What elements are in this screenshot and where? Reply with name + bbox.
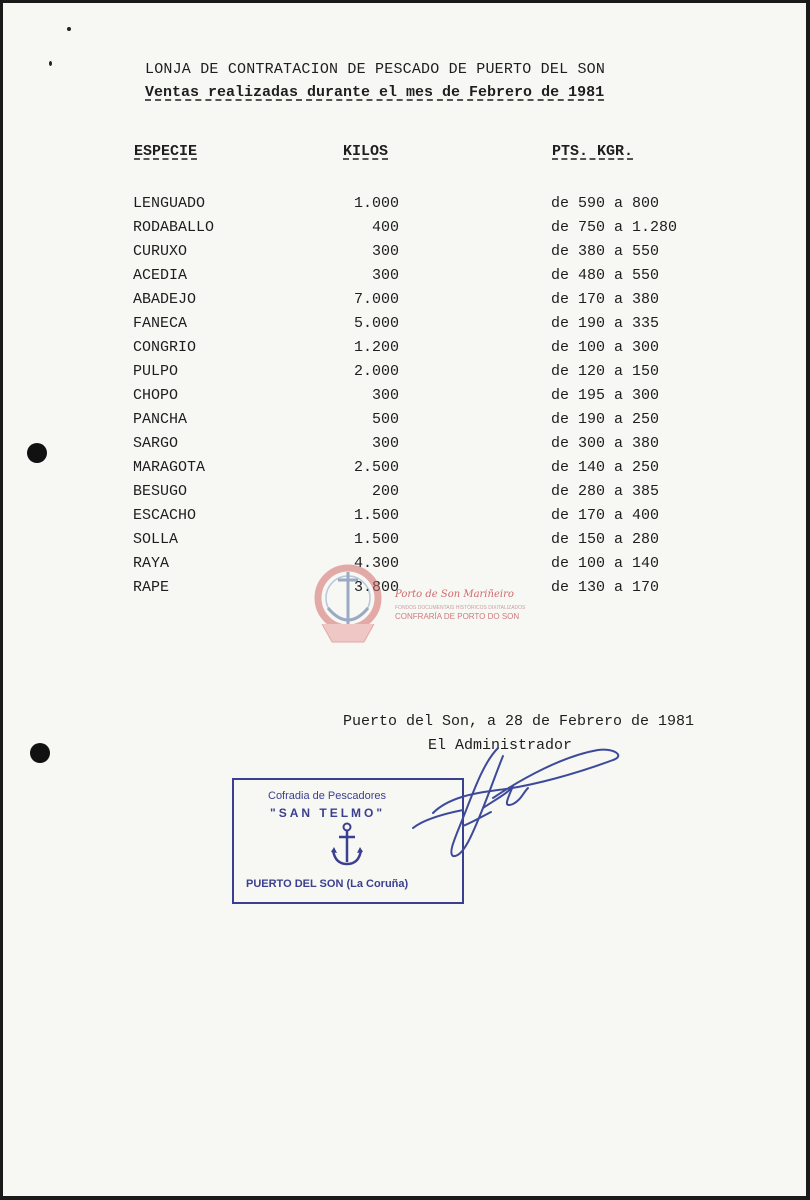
species-cell: PANCHA	[133, 411, 188, 428]
handwritten-signature	[403, 738, 633, 868]
punch-hole-bottom	[30, 743, 50, 763]
price-cell: de 195 a 300	[551, 387, 660, 404]
table-row	[3, 291, 806, 315]
kilos-cell: 1.000	[353, 195, 399, 212]
kilos-cell: 400	[371, 219, 399, 236]
watermark-subtitle: FONDOS DOCUMENTAIS HISTÓRICOS DIXITALIZADOS	[395, 605, 526, 611]
species-cell: MARAGOTA	[133, 459, 206, 476]
stamp-line-3: PUERTO DEL SON (La Coruña)	[246, 878, 409, 890]
sales-table	[3, 195, 806, 603]
price-cell: de 190 a 335	[551, 315, 660, 332]
kilos-cell: 2.000	[353, 363, 399, 380]
table-row	[3, 531, 806, 555]
species-cell: ACEDIA	[133, 267, 188, 284]
price-cell: de 130 a 170	[551, 579, 660, 596]
kilos-cell: 300	[371, 243, 399, 260]
kilos-cell: 200	[371, 483, 399, 500]
stamp-line-1: Cofradia de Pescadores	[268, 790, 387, 802]
column-header-species: ESPECIE	[134, 143, 198, 160]
kilos-cell: 7.000	[353, 291, 399, 308]
anchor-icon	[330, 822, 364, 868]
table-row	[3, 219, 806, 243]
table-row	[3, 315, 806, 339]
watermark-org: CONFRARÍA DE PORTO DO SON	[395, 612, 520, 621]
kilos-cell: 300	[371, 267, 399, 284]
price-cell: de 300 a 380	[551, 435, 660, 452]
table-row	[3, 339, 806, 363]
document-subheading: Ventas realizadas durante el mes de Febrero de 1981	[145, 84, 605, 101]
table-row	[3, 459, 806, 483]
price-cell: de 750 a 1.280	[551, 219, 678, 236]
kilos-cell: 2.500	[353, 459, 399, 476]
watermark-title: Porto de Son Mariñeiro	[395, 589, 514, 600]
table-row	[3, 363, 806, 387]
species-cell: FANECA	[133, 315, 188, 332]
price-cell: de 480 a 550	[551, 267, 660, 284]
kilos-cell: 1.500	[353, 507, 399, 524]
species-cell: SOLLA	[133, 531, 179, 548]
species-cell: ABADEJO	[133, 291, 197, 308]
price-cell: de 170 a 380	[551, 291, 660, 308]
ink-speck	[67, 27, 71, 31]
species-cell: ESCACHO	[133, 507, 197, 524]
price-cell: de 380 a 550	[551, 243, 660, 260]
table-row	[3, 243, 806, 267]
table-row	[3, 267, 806, 291]
kilos-cell: 5.000	[353, 315, 399, 332]
ink-speck	[49, 61, 52, 66]
species-cell: BESUGO	[133, 483, 188, 500]
species-cell: RODABALLO	[133, 219, 215, 236]
species-cell: LENGUADO	[133, 195, 206, 212]
price-cell: de 590 a 800	[551, 195, 660, 212]
table-row	[3, 435, 806, 459]
species-cell: PULPO	[133, 363, 179, 380]
kilos-cell: 1.200	[353, 339, 399, 356]
kilos-cell: 500	[371, 411, 399, 428]
price-cell: de 140 a 250	[551, 459, 660, 476]
price-cell: de 150 a 280	[551, 531, 660, 548]
price-cell: de 120 a 150	[551, 363, 660, 380]
kilos-cell: 300	[371, 387, 399, 404]
species-cell: RAPE	[133, 579, 170, 596]
table-row	[3, 387, 806, 411]
column-header-price: PTS. KGR.	[552, 143, 634, 160]
table-row	[3, 555, 806, 579]
species-cell: RAYA	[133, 555, 170, 572]
species-cell: CHOPO	[133, 387, 179, 404]
signer-title: El Administrador	[428, 737, 573, 754]
table-row	[3, 483, 806, 507]
stamp-line-2: "SAN TELMO"	[270, 806, 386, 820]
table-row	[3, 195, 806, 219]
column-header-kilos: KILOS	[343, 143, 389, 160]
species-cell: SARGO	[133, 435, 179, 452]
table-row	[3, 507, 806, 531]
species-cell: CURUXO	[133, 243, 188, 260]
table-row	[3, 411, 806, 435]
archive-watermark-seal	[308, 558, 388, 648]
price-cell: de 100 a 140	[551, 555, 660, 572]
price-cell: de 190 a 250	[551, 411, 660, 428]
kilos-cell: 4.300	[353, 555, 399, 572]
document-heading: LONJA DE CONTRATACION DE PESCADO DE PUERTO DEL SON	[145, 61, 606, 78]
kilos-cell: 3.800	[353, 579, 399, 596]
kilos-cell: 300	[371, 435, 399, 452]
price-cell: de 100 a 300	[551, 339, 660, 356]
price-cell: de 280 a 385	[551, 483, 660, 500]
price-cell: de 170 a 400	[551, 507, 660, 524]
species-cell: CONGRIO	[133, 339, 197, 356]
place-and-date: Puerto del Son, a 28 de Febrero de 1981	[343, 713, 695, 730]
document-page	[3, 3, 806, 1196]
kilos-cell: 1.500	[353, 531, 399, 548]
